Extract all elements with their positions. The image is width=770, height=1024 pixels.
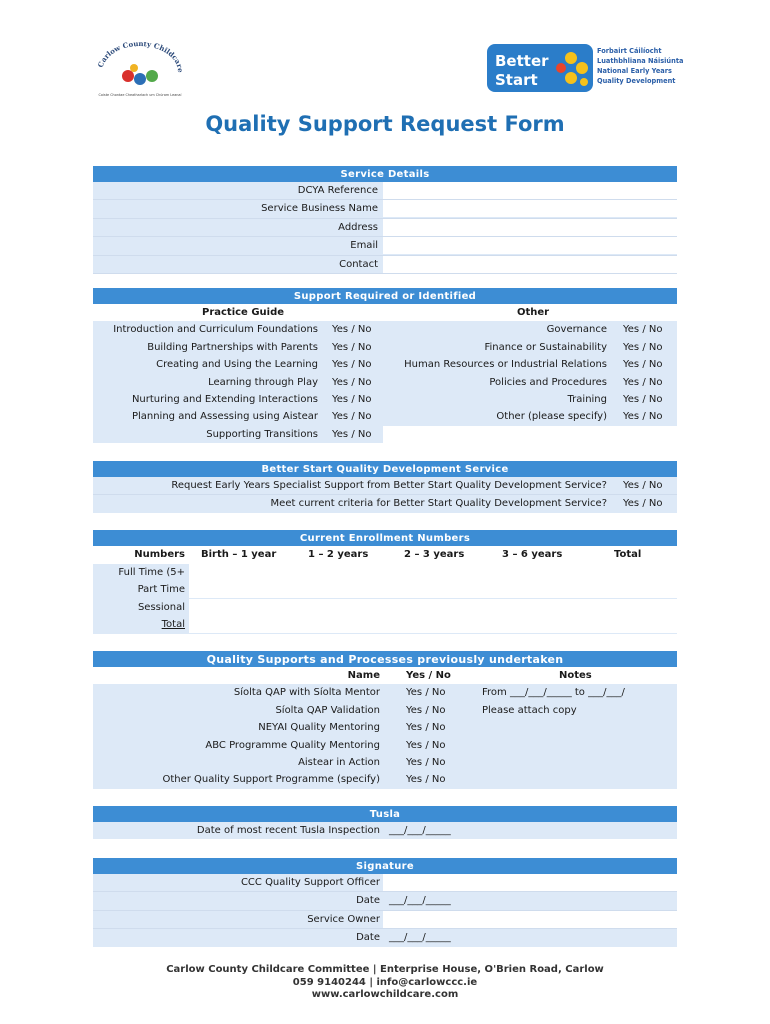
signature-label: CCC Quality Support Officer [240,877,380,888]
signature-row [93,892,677,910]
support-row [93,391,677,408]
tusla-label: Date of most recent Tusla Inspection [196,825,380,836]
support-row [93,426,383,443]
quality-item: Other Quality Support Programme (specify) [162,774,380,786]
quality-row [93,702,677,719]
column-header: Yes / No [406,670,451,681]
section-header: Better Start Quality Development Service [93,461,677,477]
yes-no-option[interactable]: Yes / No [623,376,663,388]
logo-line-1: Forbairt Cáilíocht [597,47,662,55]
practice-guide-item: Introduction and Curriculum Foundations [113,324,318,336]
notes-field[interactable]: Please attach copy [482,704,577,716]
other-item: Policies and Procedures [489,376,607,388]
field-label: Address [338,221,378,233]
yes-no-option[interactable]: Yes / No [623,324,663,336]
yes-no-option[interactable]: Yes / No [406,774,446,786]
practice-guide-header: Practice Guide [201,307,285,318]
column-header: Notes [559,670,592,681]
form-row [93,219,677,237]
row-label: Total [161,619,185,631]
section-header: Signature [93,858,677,874]
yes-no-option[interactable]: Yes / No [623,341,663,353]
svg-text:Start: Start [495,71,538,89]
enrollment-row [93,599,677,616]
tusla-section [93,806,677,839]
form-row [93,237,677,255]
better-start-row [93,495,677,512]
practice-guide-item: Building Partnerships with Parents [147,341,318,353]
enrollment-row [93,616,677,633]
support-row [93,321,677,338]
service-business-name-input[interactable] [383,200,677,217]
section-header: Tusla [93,806,677,822]
yes-no-option[interactable]: Yes / No [406,704,446,716]
yes-no-option[interactable]: Yes / No [332,428,372,440]
column-header-row [93,304,677,321]
yes-no-option[interactable]: Yes / No [623,480,663,491]
support-row [93,356,677,373]
logo-line-3: National Early Years [597,67,672,75]
other-item: Human Resources or Industrial Relations [404,359,607,371]
section-header: Support Required or Identified [93,288,677,304]
enrollment-section [93,530,677,634]
other-item: Training [567,393,607,405]
tusla-date-field[interactable]: ___/___/_____ [389,825,451,836]
full-time-input[interactable] [189,564,677,581]
field-label: Email [350,240,378,252]
column-header: Numbers [134,549,185,560]
practice-guide-item: Planning and Assessing using Aistear [131,411,318,423]
yes-no-option[interactable]: Yes / No [406,739,446,751]
yes-no-option[interactable]: Yes / No [623,498,663,510]
column-header: 2 – 3 years [404,549,465,560]
total-input[interactable] [189,616,677,633]
column-header: Total [614,549,642,560]
yes-no-option[interactable]: Yes / No [332,359,372,371]
enrollment-row [93,581,677,598]
quality-item: Síolta QAP Validation [275,704,380,716]
row-label: Sessional [137,601,185,613]
logo-line-4: Quality Development [597,77,676,85]
yes-no-option[interactable]: Yes / No [406,722,446,734]
column-header: Birth – 1 year [201,549,277,560]
practice-guide-item: Learning through Play [208,376,318,388]
contact-input[interactable] [383,256,677,273]
enrollment-row [93,564,677,581]
signature-row [93,929,677,946]
email-input[interactable] [383,237,677,254]
signature-label: Service Owner [307,913,380,925]
better-start-logo [487,44,687,92]
field-label: Contact [339,258,378,270]
sessional-input[interactable] [189,599,677,616]
signature-label: Date [356,932,380,944]
address-input[interactable] [383,219,677,236]
field-label: Service Business Name [261,203,378,215]
enrollment-header-row [93,546,677,564]
quality-header-row [93,667,677,684]
quality-row [93,719,677,736]
quality-supports-section [93,651,677,789]
notes-field[interactable]: From ___/___/_____ to ___/___/ [482,687,625,699]
support-row [93,408,677,425]
row-label: Part Time [137,584,185,596]
section-header: Service Details [93,166,677,182]
better-start-question: Request Early Years Specialist Support from Better Start Quality Development Service? [171,480,607,491]
signature-section [93,858,677,947]
yes-no-option[interactable]: Yes / No [332,393,372,405]
section-header: Quality Supports and Processes previously undertaken [93,651,677,667]
practice-guide-item: Nurturing and Extending Interactions [131,393,318,405]
officer-date-field[interactable]: ___/___/_____ [389,895,451,907]
practice-guide-item: Supporting Transitions [206,428,318,440]
support-row [93,339,677,356]
logo-arc-text: Carlow County Childcare [95,42,186,73]
yes-no-option[interactable]: Yes / No [623,411,663,423]
column-header: 3 – 6 years [502,549,563,560]
support-required-section [93,288,677,443]
footer-website[interactable]: www.carlowchildcare.com [311,989,459,1000]
signature-row [93,911,677,929]
signature-label: Date [356,895,380,907]
form-row [93,200,677,218]
yes-no-option[interactable]: Yes / No [332,341,372,353]
yes-no-option[interactable]: Yes / No [623,393,663,405]
tusla-row [93,822,677,839]
better-start-question: Meet current criteria for Better Start Quality Development Service? [270,498,607,510]
yes-no-option[interactable]: Yes / No [332,324,372,336]
quality-item: Aistear in Action [298,756,380,768]
practice-guide-item: Creating and Using the Learning [156,359,318,371]
footer-contact: 059 9140244 | info@carlowccc.ie [292,976,478,988]
better-start-row [93,477,677,495]
better-start-logo-graphic [487,44,687,92]
logo-subtext: Coiste Chontae Cheatharlach um Chúram Leanaí [98,93,182,97]
yes-no-option[interactable]: Yes / No [332,411,372,423]
officer-signature-field[interactable] [383,874,677,891]
quality-item: Síolta QAP with Síolta Mentor [233,687,380,699]
other-header: Other [516,307,550,318]
quality-item: NEYAI Quality Mentoring [258,722,380,734]
footer-address: Carlow County Childcare Committee | Enterprise House, O'Brien Road, Carlow [166,964,604,975]
better-start-section [93,461,677,513]
form-row [93,256,677,274]
quality-item: ABC Programme Quality Mentoring [205,739,380,751]
section-header: Current Enrollment Numbers [93,530,677,546]
carlow-ccc-logo-graphic [92,42,188,98]
svg-text:Better: Better [495,52,549,70]
quality-row [93,737,677,754]
other-item: Finance or Sustainability [484,341,607,353]
logo-line-2: Luathbhliana Náisiúnta [597,57,684,65]
dcya-reference-input[interactable] [383,182,677,199]
owner-signature-field[interactable] [383,911,677,928]
row-label: Full Time (5+ [118,567,185,578]
svg-text:Carlow County Childcare Commit [92,42,185,73]
signature-row [93,874,677,892]
other-item: Governance [546,324,607,336]
service-details-section [93,166,677,274]
column-header: Name [347,670,380,681]
carlow-ccc-logo [92,42,188,98]
footer [0,964,770,1002]
page-title: Quality Support Request Form [205,112,565,136]
yes-no-option[interactable]: Yes / No [406,687,446,699]
form-row [93,182,677,200]
quality-row [93,754,677,771]
yes-no-option[interactable]: Yes / No [332,376,372,388]
field-label: DCYA Reference [297,185,378,196]
quality-row [93,684,677,701]
yes-no-option[interactable]: Yes / No [623,359,663,371]
yes-no-option[interactable]: Yes / No [406,756,446,768]
support-row [93,374,677,391]
column-header: 1 – 2 years [308,549,369,560]
quality-row [93,771,677,788]
other-item: Other (please specify) [496,411,607,423]
part-time-input[interactable] [189,581,677,598]
owner-date-field[interactable]: ___/___/_____ [389,932,451,944]
